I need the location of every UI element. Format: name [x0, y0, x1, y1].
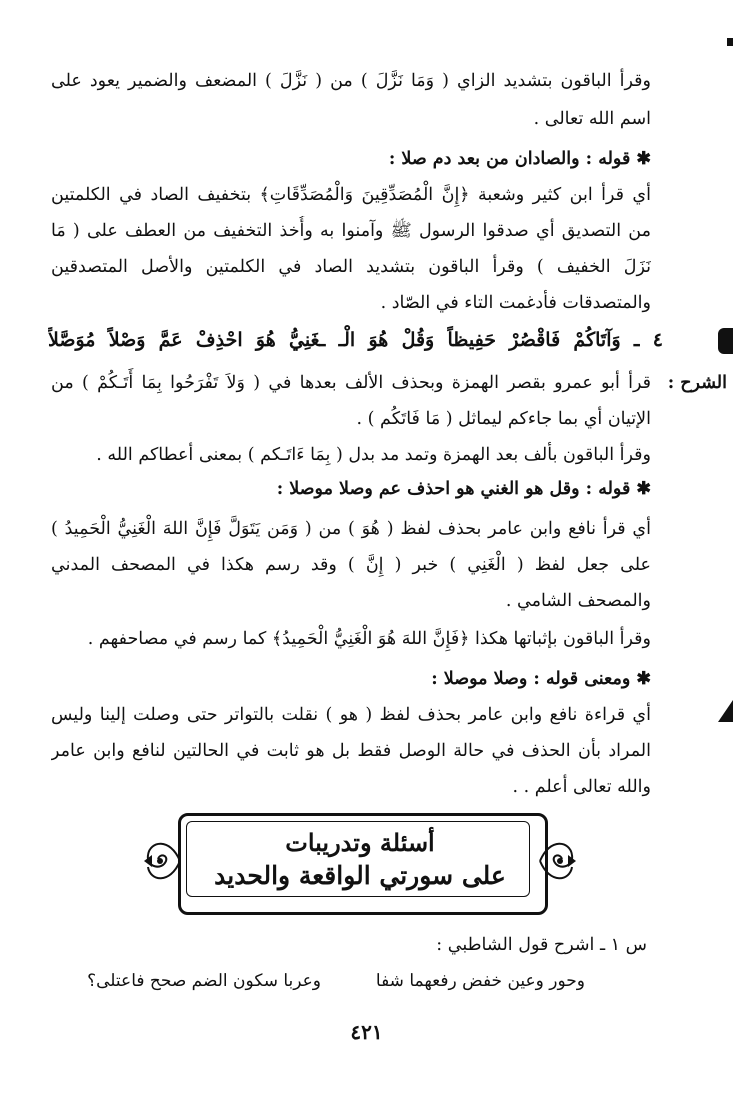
verse-second-hemistich: وعربا سكون الضم صحح فاعتلى؟: [87, 971, 321, 991]
box-title-line-2: على سورتي الواقعة والحديد: [214, 861, 506, 890]
edge-mark-top: [727, 38, 733, 46]
heading-text: ومعنى قوله : وصلا موصلا :: [431, 669, 631, 689]
text-line-7: والمتصدقات فأدغمت التاء في الصّاد .: [380, 293, 651, 313]
question-1: س ١ ـ اشرح قول الشاطبي :: [436, 935, 647, 955]
box-title-line-1: أسئلة وتدريبات: [285, 828, 435, 857]
heading-qawluh-2: [51, 474, 651, 504]
edge-mark-middle: [718, 328, 733, 354]
text-line-6: نَزَلَ الخفيف ) وقرأ الباقون بتشديد الصاد في الكلمتين والأصل المتصدقين: [51, 257, 651, 277]
text-line-15: والمصحف الشامي .: [505, 591, 651, 611]
text-line-20: والله تعالى أعلم . .: [512, 777, 651, 797]
text-line-1: وقرأ الباقون بتشديد الزاي ( وَمَا نَزَّلَ ) من ( نَزَّلَ ) المضعف والضمير يعود على: [51, 71, 651, 91]
heading-qawluh-1: [51, 144, 651, 174]
page-number: ٤٢١: [350, 1020, 383, 1044]
heading-maana: [51, 664, 651, 694]
text-line-2: اسم الله تعالى .: [533, 109, 651, 129]
text-line-4: أي قرأ ابن كثير وشعبة ﴿إِنَّ الْمُصَدِّقِينَ وَالْمُصَدِّقَاتِ﴾ بتخفيف الصاد في الكلمتين: [51, 185, 651, 205]
star-bullet-icon: ✱: [636, 149, 651, 169]
heading-text: قوله : وقل هو الغني هو احذف عم وصلا موصلا :: [276, 479, 631, 499]
text-line-19: المراد بأن الحذف في حالة الوصل فقط بل هو ثابت في الحالتين لنافع وابن عامر: [51, 741, 651, 761]
poem-verse-4: ٤ ـ وَآتَاكُمْ فَاقْصُرْ حَفِيظاً وَقُلْ هُوَ الْـ ـغَنِيُّ هُوَ احْذِفْ عَمَّ وَصْلاً مُوَصَّلاً: [48, 329, 663, 351]
star-bullet-icon: ✱: [636, 479, 651, 499]
text-line-13: أي قرأ نافع وابن عامر بحذف لفظ ( هُوَ ) من ( وَمَن يَتَوَلَّ فَإِنَّ اللهَ الْغَنِيُّ الْحَمِيدُ ): [51, 519, 651, 539]
text-line-18: أي قراءة نافع وابن عامر بحذف لفظ ( هو ) نقلت بالتواتر حتى وصلت إلينا وليس: [51, 705, 651, 725]
heading-text: قوله : والصادان من بعد دم صلا :: [388, 149, 631, 169]
edge-mark-lower: [718, 700, 733, 722]
questions-title-box: [140, 805, 580, 917]
verse-first-hemistich: وحور وعين خفض رفعهما شفا: [375, 971, 585, 991]
text-line-10: الإتيان أي بما جاءكم ليماثل ( مَا فَاتَكُم ) .: [356, 409, 651, 429]
text-line-5: من التصديق أي صدقوا الرسول ﷺ وآمنوا به وأُخذ التخفيف من العطف على ( مَا: [51, 221, 651, 241]
text-line-16: وقرأ الباقون بإثباتها هكذا ﴿فَإِنَّ اللهَ هُوَ الْغَنِيُّ الْحَمِيدُ﴾ كما رسم في مصاحفهم .: [87, 629, 651, 649]
text-line-11: وقرأ الباقون بألف بعد الهمزة وتمد مد بدل ( بِمَا ءَاتَـكم ) بمعنى أعطاكم الله .: [96, 445, 651, 465]
text-line-9: قرأ أبو عمرو بقصر الهمزة وبحذف الألف بعدها في ( وَلاَ تَفْرَحُوا بِمَا أَتَـكُمْ ) من: [51, 373, 651, 393]
text-line-14: على جعل لفظ ( الْغَنِي ) خبر ( إِنَّ ) وقد رسم هكذا في المصحف المدني: [51, 555, 651, 575]
sharh-label: الشرح :: [667, 373, 727, 393]
star-bullet-icon: ✱: [636, 669, 651, 689]
